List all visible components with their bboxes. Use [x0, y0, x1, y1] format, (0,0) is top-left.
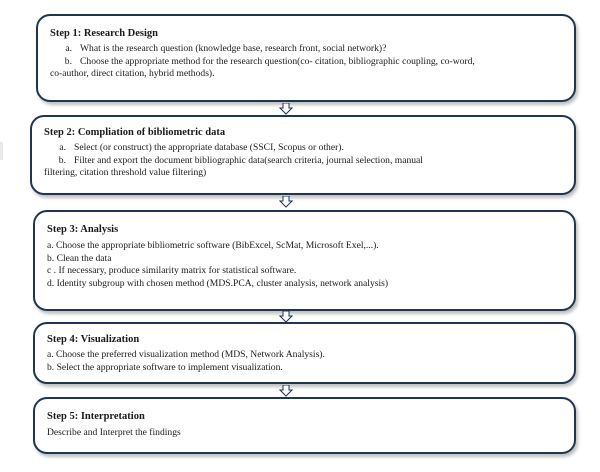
arrow-down-icon-2 — [279, 196, 293, 208]
step-4-box — [33, 322, 576, 384]
step-1-item-b-text: Choose the appropriate method for the research question(co- citation, bibliographic coupling, co-word, — [80, 55, 475, 67]
step-2-item-b-marker: b. — [58, 154, 66, 166]
step-2-item-b — [44, 155, 562, 168]
step-1-item-a-text: What is the research question (knowledge base, research front, social network)? — [80, 43, 387, 54]
arrow-down-icon-1 — [279, 103, 293, 115]
step-1-item-a — [50, 43, 562, 56]
step-1-item-b-continued — [50, 68, 562, 81]
step-1-item-a-marker: a. — [65, 43, 72, 54]
step-3-title: Step 3: Analysis — [47, 224, 119, 235]
step-2-item-a-text: Select (or construct) the appropriate database (SSCI, Scopus or other). — [74, 142, 344, 153]
step-5-box — [33, 397, 576, 454]
step-3-box — [33, 210, 576, 311]
step-2-item-b-continued — [44, 167, 562, 180]
step-2-item-a — [44, 142, 562, 155]
step-3-item-c: c . If necessary, produce similarity matrix for statistical software. — [47, 265, 297, 277]
step-5-title: Step 5: Interpretation — [47, 411, 145, 422]
step-1-item-b-marker: b. — [64, 55, 72, 67]
step-1-item-b-continued-text: co-author, direct citation, hybrid methods). — [50, 68, 215, 80]
step-2-box — [30, 115, 576, 195]
step-3-item-a: a. Choose the appropriate bibliometric software (BibExcel, ScMat, Microsoft Exel,...). — [47, 240, 379, 251]
step-4-item-b: b. Select the appropriate software to implement visualization. — [47, 361, 283, 373]
step-1-title: Step 1: Research Design — [50, 28, 159, 39]
step-2-item-a-marker: a. — [59, 142, 66, 153]
step-3-item-d: d. Identity subgroup with chosen method (MDS.PCA, cluster analysis, network analysis) — [47, 277, 389, 289]
step-1-box — [36, 14, 576, 102]
step-2-title: Step 2: Compliation of bibliometric data — [44, 127, 226, 138]
step-1-item-b — [50, 56, 562, 69]
step-3-item-b: b. Clean the data — [47, 252, 112, 264]
step-2-item-b-continued-text: filtering, citation threshold value filtering) — [44, 167, 207, 179]
step-5-item-text: Describe and Interpret the findings — [47, 427, 181, 438]
page-edge-mark — [0, 142, 3, 160]
step-2-item-b-text: Filter and export the document bibliographic data(search criteria, journal selection, manual — [74, 154, 423, 166]
arrow-down-icon-4 — [279, 385, 293, 397]
step-4-item-a: a. Choose the preferred visualization method (MDS, Network Analysis). — [47, 349, 325, 360]
step-4-title: Step 4: Visualization — [47, 334, 140, 345]
